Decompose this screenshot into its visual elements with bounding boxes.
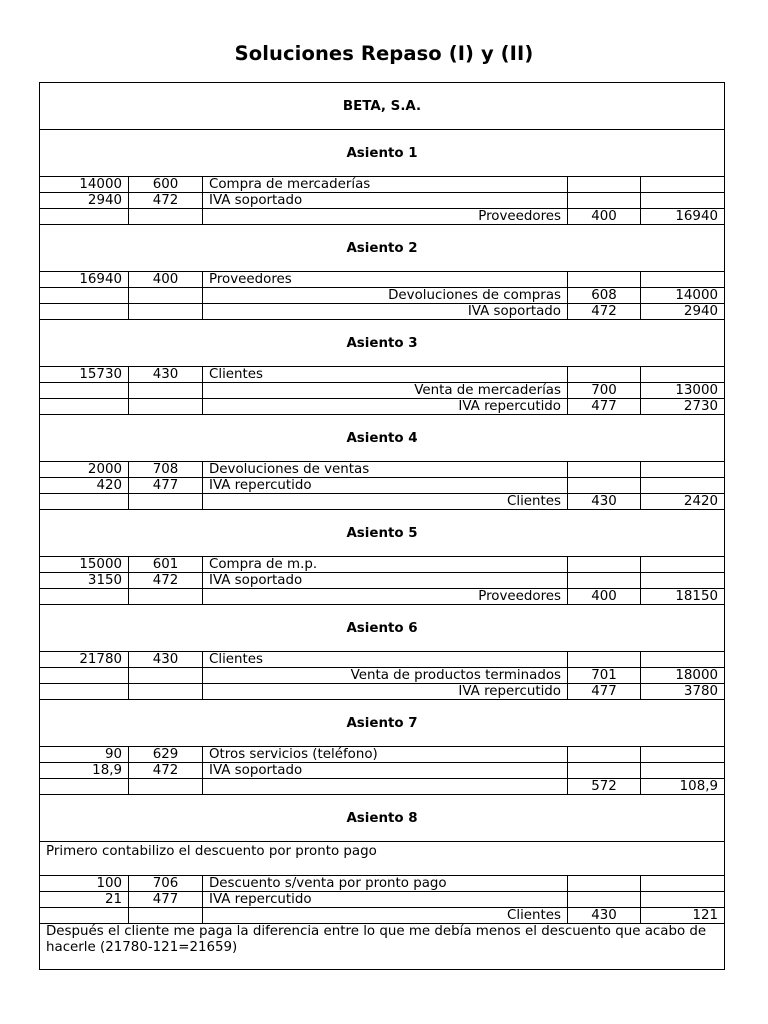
debit-amount: 3150 (40, 573, 129, 589)
journal-row (40, 193, 725, 209)
debit-account (129, 589, 203, 605)
journal-row (40, 304, 725, 320)
journal-row (40, 209, 725, 225)
credit-account: 700 (568, 383, 641, 399)
journal-row (40, 747, 725, 763)
note-text: Primero contabilizo el descuento por pronto pago (40, 842, 725, 876)
debit-account: 400 (129, 272, 203, 288)
credit-amount: 3780 (641, 684, 725, 700)
debit-account: 472 (129, 763, 203, 779)
asiento-heading: Asiento 6 (40, 605, 725, 652)
entry-concept: Clientes (203, 367, 568, 383)
entry-concept: IVA repercutido (203, 684, 568, 700)
asiento-heading: Asiento 1 (40, 130, 725, 177)
credit-amount: 18150 (641, 589, 725, 605)
debit-account (129, 383, 203, 399)
credit-amount (641, 462, 725, 478)
debit-amount: 14000 (40, 177, 129, 193)
debit-amount (40, 288, 129, 304)
journal-row (40, 478, 725, 494)
credit-account: 400 (568, 589, 641, 605)
debit-account (129, 908, 203, 924)
entry-concept: IVA soportado (203, 304, 568, 320)
entry-concept: IVA repercutido (203, 892, 568, 908)
asiento-header-row (40, 225, 725, 272)
journal-row (40, 668, 725, 684)
credit-amount (641, 272, 725, 288)
asiento-header-row (40, 415, 725, 462)
journal-row (40, 684, 725, 700)
debit-account: 477 (129, 478, 203, 494)
asiento-heading: Asiento 5 (40, 510, 725, 557)
credit-account: 477 (568, 399, 641, 415)
entry-concept: Otros servicios (teléfono) (203, 747, 568, 763)
company-name: BETA, S.A. (40, 83, 725, 130)
debit-account: 472 (129, 573, 203, 589)
debit-account (129, 399, 203, 415)
entry-concept (203, 779, 568, 795)
journal-row (40, 779, 725, 795)
credit-account: 472 (568, 304, 641, 320)
note-text: Después el cliente me paga la diferencia entre lo que me debía menos el descuento que acabo de hacerle (21780-121=21659) (40, 924, 725, 970)
entry-concept: Devoluciones de compras (203, 288, 568, 304)
entry-concept: Compra de mercaderías (203, 177, 568, 193)
credit-amount: 16940 (641, 209, 725, 225)
credit-amount (641, 557, 725, 573)
debit-account: 629 (129, 747, 203, 763)
page-title: Soluciones Repaso (I) y (II) (234, 42, 534, 65)
debit-account (129, 779, 203, 795)
credit-account (568, 652, 641, 668)
credit-account (568, 573, 641, 589)
debit-account: 430 (129, 367, 203, 383)
entry-concept: Clientes (203, 908, 568, 924)
debit-amount (40, 908, 129, 924)
credit-amount (641, 478, 725, 494)
credit-amount: 2730 (641, 399, 725, 415)
debit-account (129, 288, 203, 304)
company-header-row (40, 83, 725, 130)
debit-amount (40, 589, 129, 605)
entry-concept: Compra de m.p. (203, 557, 568, 573)
credit-amount (641, 892, 725, 908)
debit-amount (40, 494, 129, 510)
debit-amount: 2000 (40, 462, 129, 478)
credit-account (568, 462, 641, 478)
journal-row (40, 763, 725, 779)
journal-row (40, 908, 725, 924)
asiento-header-row (40, 795, 725, 842)
debit-amount: 21780 (40, 652, 129, 668)
note-row (40, 924, 725, 970)
credit-account (568, 892, 641, 908)
credit-account (568, 876, 641, 892)
journal-row (40, 383, 725, 399)
journal-row (40, 573, 725, 589)
journal-row (40, 557, 725, 573)
asiento-heading: Asiento 4 (40, 415, 725, 462)
credit-amount: 18000 (641, 668, 725, 684)
entry-concept: Venta de mercaderías (203, 383, 568, 399)
entry-concept: Descuento s/venta por pronto pago (203, 876, 568, 892)
credit-amount (641, 177, 725, 193)
credit-account (568, 747, 641, 763)
entry-concept: Clientes (203, 494, 568, 510)
entry-concept: IVA soportado (203, 763, 568, 779)
entry-concept: IVA repercutido (203, 399, 568, 415)
entry-concept: Clientes (203, 652, 568, 668)
credit-account: 701 (568, 668, 641, 684)
credit-account: 608 (568, 288, 641, 304)
credit-amount: 14000 (641, 288, 725, 304)
credit-amount (641, 763, 725, 779)
credit-amount: 108,9 (641, 779, 725, 795)
entry-concept: Proveedores (203, 589, 568, 605)
debit-amount: 90 (40, 747, 129, 763)
debit-amount: 16940 (40, 272, 129, 288)
asiento-header-row (40, 605, 725, 652)
credit-amount: 13000 (641, 383, 725, 399)
debit-amount (40, 209, 129, 225)
debit-amount: 15730 (40, 367, 129, 383)
debit-account (129, 684, 203, 700)
journal-row (40, 399, 725, 415)
asiento-heading: Asiento 8 (40, 795, 725, 842)
credit-account: 572 (568, 779, 641, 795)
credit-account (568, 177, 641, 193)
journal-row (40, 367, 725, 383)
credit-account: 400 (568, 209, 641, 225)
credit-amount: 2420 (641, 494, 725, 510)
debit-amount: 18,9 (40, 763, 129, 779)
entry-concept: Venta de productos terminados (203, 668, 568, 684)
credit-account (568, 367, 641, 383)
journal-row (40, 462, 725, 478)
journal-row (40, 892, 725, 908)
journal-row (40, 494, 725, 510)
credit-amount (641, 193, 725, 209)
debit-amount: 15000 (40, 557, 129, 573)
debit-account: 706 (129, 876, 203, 892)
credit-account: 477 (568, 684, 641, 700)
debit-account (129, 494, 203, 510)
credit-amount (641, 876, 725, 892)
debit-amount: 420 (40, 478, 129, 494)
debit-amount: 100 (40, 876, 129, 892)
debit-amount (40, 383, 129, 399)
asiento-heading: Asiento 3 (40, 320, 725, 367)
credit-account (568, 478, 641, 494)
credit-amount: 2940 (641, 304, 725, 320)
asiento-header-row (40, 510, 725, 557)
credit-account: 430 (568, 494, 641, 510)
credit-account (568, 763, 641, 779)
entry-concept: Devoluciones de ventas (203, 462, 568, 478)
journal-row (40, 589, 725, 605)
debit-amount (40, 684, 129, 700)
journal-row (40, 177, 725, 193)
journal-table (39, 82, 725, 970)
debit-amount (40, 304, 129, 320)
entry-concept: Proveedores (203, 209, 568, 225)
entry-concept: Proveedores (203, 272, 568, 288)
debit-account (129, 668, 203, 684)
debit-account (129, 209, 203, 225)
debit-account: 472 (129, 193, 203, 209)
credit-amount (641, 367, 725, 383)
entry-concept: IVA repercutido (203, 478, 568, 494)
debit-amount: 21 (40, 892, 129, 908)
credit-amount (641, 747, 725, 763)
credit-account (568, 193, 641, 209)
asiento-header-row (40, 700, 725, 747)
asiento-header-row (40, 320, 725, 367)
journal-row (40, 876, 725, 892)
asiento-header-row (40, 130, 725, 177)
journal-row (40, 272, 725, 288)
credit-amount: 121 (641, 908, 725, 924)
debit-amount (40, 668, 129, 684)
debit-account: 600 (129, 177, 203, 193)
asiento-heading: Asiento 7 (40, 700, 725, 747)
debit-amount: 2940 (40, 193, 129, 209)
note-row (40, 842, 725, 876)
entry-concept: IVA soportado (203, 573, 568, 589)
debit-account: 601 (129, 557, 203, 573)
credit-amount (641, 652, 725, 668)
asiento-heading: Asiento 2 (40, 225, 725, 272)
credit-amount (641, 573, 725, 589)
debit-account (129, 304, 203, 320)
debit-account: 708 (129, 462, 203, 478)
entry-concept: IVA soportado (203, 193, 568, 209)
credit-account (568, 272, 641, 288)
debit-account: 430 (129, 652, 203, 668)
journal-row (40, 652, 725, 668)
debit-account: 477 (129, 892, 203, 908)
debit-amount (40, 779, 129, 795)
journal-row (40, 288, 725, 304)
credit-account (568, 557, 641, 573)
credit-account: 430 (568, 908, 641, 924)
debit-amount (40, 399, 129, 415)
